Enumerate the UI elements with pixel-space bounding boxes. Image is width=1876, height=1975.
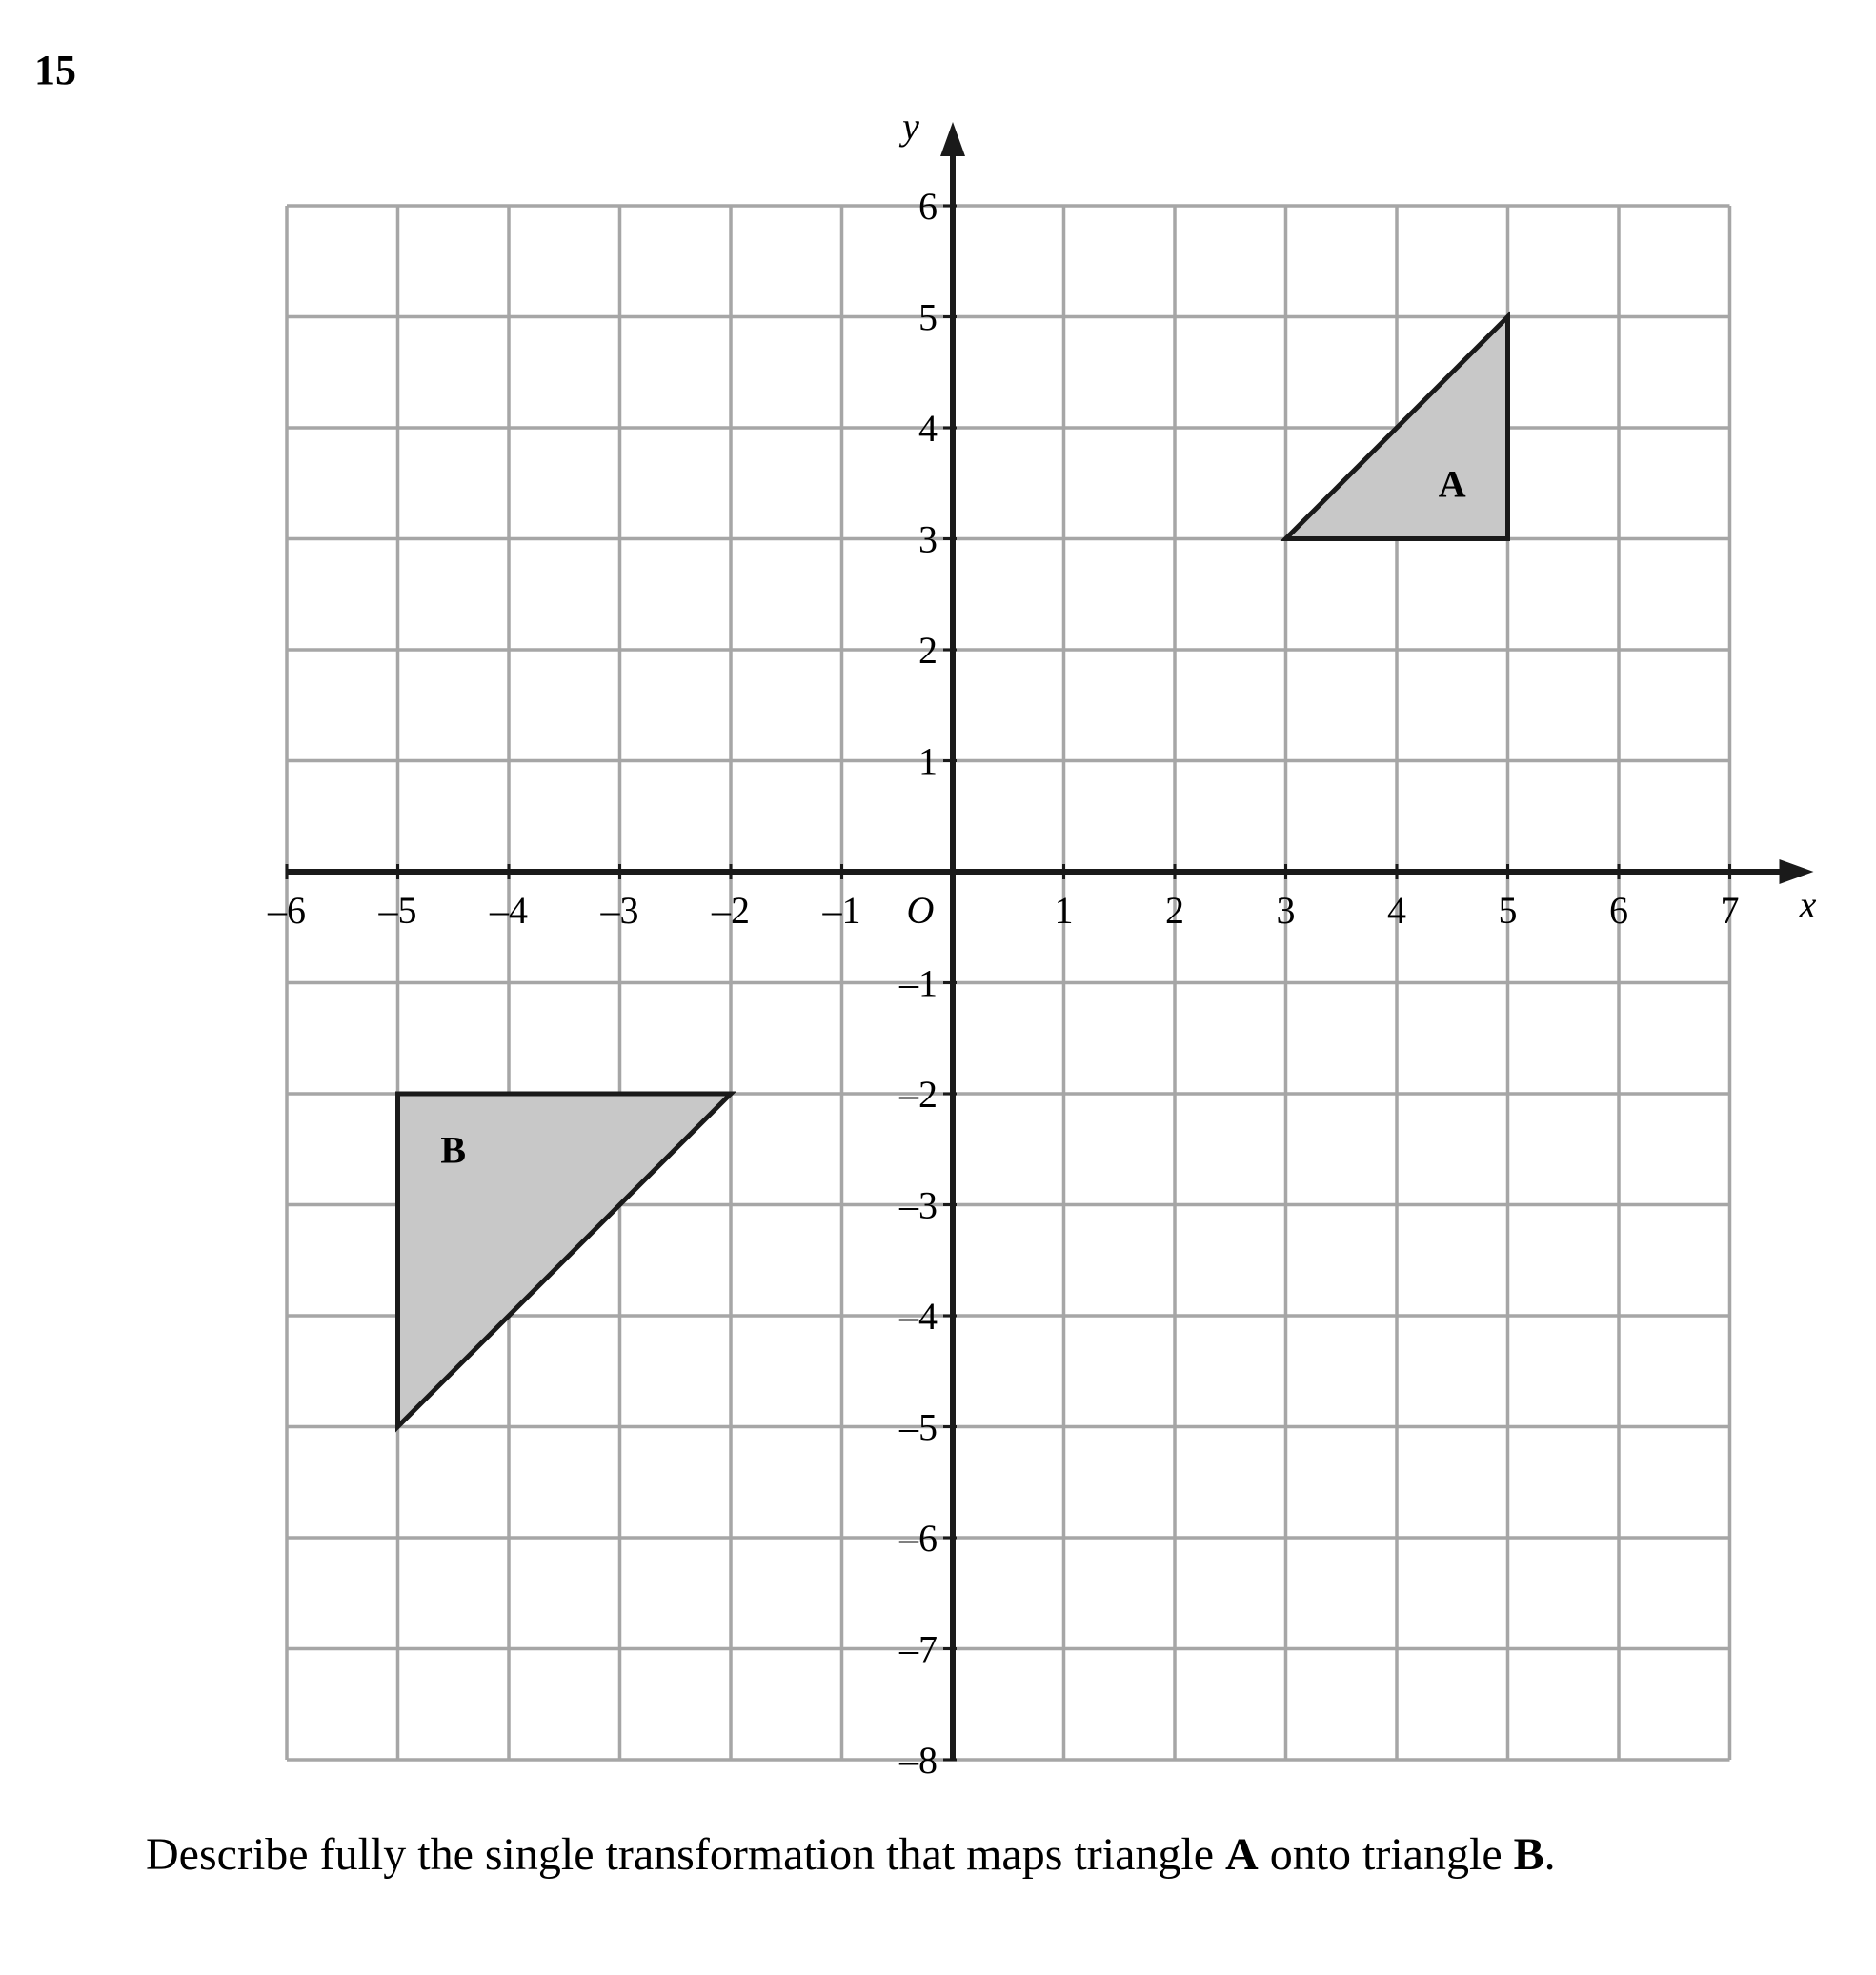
x-tick-label: 3 [1276, 889, 1296, 932]
y-tick-label: –2 [899, 1073, 938, 1116]
triangle-b-ref: B [1513, 1829, 1544, 1880]
y-tick-label: –3 [899, 1183, 938, 1227]
x-tick-label: 5 [1498, 889, 1518, 932]
question-number: 15 [34, 47, 76, 93]
y-tick-label: –5 [899, 1405, 938, 1449]
y-tick-label: 5 [918, 295, 938, 339]
x-tick-label: –1 [822, 889, 861, 932]
origin-label: O [906, 889, 935, 932]
axes [287, 122, 1814, 1760]
y-tick-label: 1 [918, 739, 938, 783]
question-text-part: . [1543, 1829, 1556, 1880]
x-axis-label: x [1799, 883, 1817, 926]
y-tick-label: 2 [918, 629, 938, 672]
x-tick-label: 6 [1609, 889, 1628, 932]
y-axis-label: y [902, 105, 919, 148]
grid-lines [287, 206, 1730, 1760]
y-tick-label: –1 [899, 961, 938, 1005]
x-tick-label: 4 [1387, 889, 1406, 932]
y-tick-label: –6 [899, 1517, 938, 1560]
tick-labels [267, 105, 1817, 1782]
y-tick-label: –8 [899, 1739, 938, 1782]
x-tick-label: 2 [1165, 889, 1184, 932]
y-tick-label: 6 [918, 185, 938, 228]
x-tick-label: 1 [1054, 889, 1074, 932]
y-tick-label: –7 [899, 1627, 938, 1671]
question-text-part: Describe fully the single transformation that maps triangle [146, 1829, 1226, 1880]
x-tick-label: –6 [268, 889, 306, 932]
y-tick-label: 4 [918, 407, 938, 450]
triangle-b-label: B [440, 1128, 467, 1172]
question-text [146, 1829, 1556, 1880]
x-tick-label: 7 [1720, 889, 1740, 932]
x-axis-arrow-icon [1780, 859, 1814, 884]
question-text-part: onto triangle [1258, 1829, 1514, 1880]
triangle-a-label: A [1438, 462, 1466, 506]
y-tick-label: 3 [918, 517, 938, 561]
x-tick-label: –5 [378, 889, 417, 932]
y-tick-label: –4 [899, 1295, 938, 1338]
x-tick-label: –4 [490, 889, 528, 932]
x-tick-label: –2 [712, 889, 750, 932]
triangle-a-ref: A [1225, 1829, 1259, 1880]
y-axis-arrow-icon [940, 122, 965, 156]
x-tick-label: –3 [600, 889, 639, 932]
